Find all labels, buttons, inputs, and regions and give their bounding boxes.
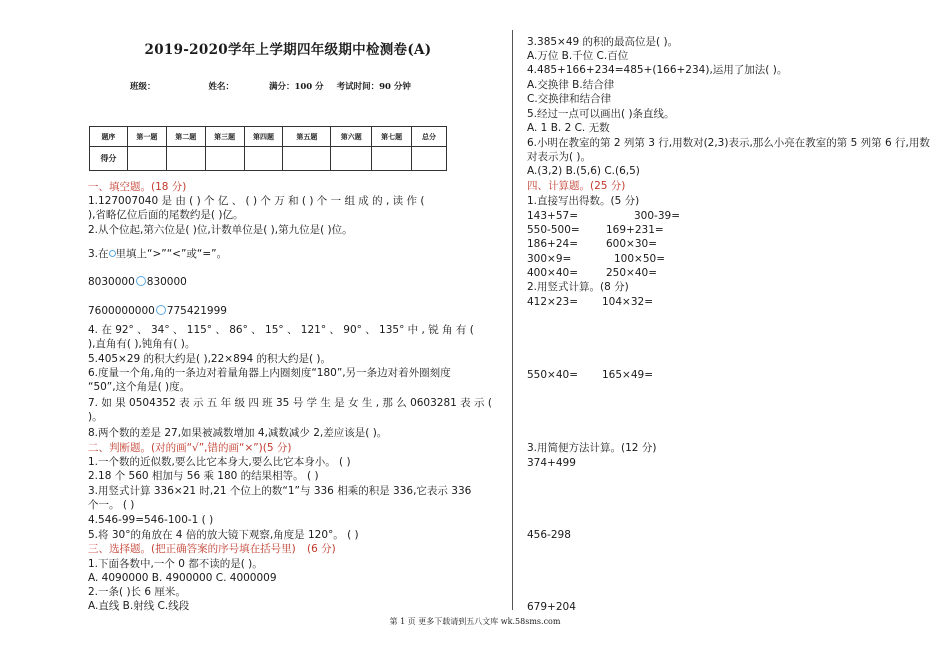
section3-q6-line2: 对表示为( )。 bbox=[527, 151, 592, 163]
section1-q4-line2: ),直角有( ),钝角有( )。 bbox=[88, 338, 196, 350]
section3-q4-options-2: C.交换律和结合律 bbox=[527, 93, 612, 105]
compare-circle[interactable] bbox=[156, 305, 166, 315]
score-cell[interactable] bbox=[412, 147, 447, 171]
calc-item: 550-500= bbox=[527, 224, 580, 236]
class-label: 班级： bbox=[130, 82, 156, 92]
column-divider bbox=[512, 30, 513, 610]
calc-item: 600×30= bbox=[606, 238, 657, 250]
circle-icon bbox=[109, 250, 116, 257]
section1-q3 bbox=[88, 248, 227, 261]
calc-item: 186+24= bbox=[527, 238, 578, 250]
section2-q1: 1.一个数的近似数,要么比它本身大,要么比它本身小。 ( ) bbox=[88, 456, 351, 468]
section3-heading bbox=[88, 543, 336, 556]
score-header: 第六题 bbox=[331, 127, 372, 147]
score-header: 第四题 bbox=[244, 127, 283, 147]
calc-item: 400×40= bbox=[527, 267, 578, 279]
calc-item: 143+57= bbox=[527, 210, 578, 222]
score-header: 第一题 bbox=[127, 127, 166, 147]
section3-q3: 3.385×49 的积的最高位是( )。 bbox=[527, 36, 679, 48]
section1-q2: 2.从个位起,第六位是( )位,计数单位是( ),第九位是( )位。 bbox=[88, 224, 353, 236]
section4-part1: 1.直接写出得数。(5 分) bbox=[527, 195, 640, 207]
score-cell[interactable] bbox=[244, 147, 283, 171]
simplify-calc-item: 374+499 bbox=[527, 457, 576, 469]
page-footer: 第 1 页 更多下载请到五八文库 wk.58sms.com bbox=[389, 617, 561, 626]
calc-item: 300-39= bbox=[634, 210, 680, 222]
section3-q4: 4.485+166+234=485+(166+234),运用了加法( )。 bbox=[527, 64, 788, 76]
section3-q2-options: A.直线 B.射线 C.线段 bbox=[88, 600, 190, 612]
section1-q1-line2: ),省略亿位后面的尾数约是( )亿。 bbox=[88, 209, 244, 221]
section3-heading-main: 三、选择题。(把正确答案的序号填在括号里) bbox=[88, 543, 296, 555]
score-cell[interactable] bbox=[283, 147, 331, 171]
section1-q4-line1: 4. 在 92° 、 34° 、 115° 、 86° 、 15° 、 121° 、 90° 、 135° 中 , 锐 角 有 ( bbox=[88, 324, 474, 336]
section4-part3: 3.用简便方法计算。(12 分) bbox=[527, 442, 657, 454]
exam-title: 2019-2020学年上学期四年级期中检测卷(A) bbox=[144, 42, 432, 58]
vertical-calc-item: 104×32= bbox=[602, 296, 653, 308]
vertical-calc-item: 550×40= bbox=[527, 369, 578, 381]
section4-heading: 四、计算题。(25 分) bbox=[527, 180, 626, 192]
exam-meta bbox=[130, 80, 421, 92]
name-label: 姓名： bbox=[208, 82, 234, 92]
section3-q1-options: A. 4090000 B. 4900000 C. 4000009 bbox=[88, 572, 277, 584]
compare-right: 775421999 bbox=[166, 305, 227, 317]
section2-q5: 5.将 30°的角放在 4 倍的放大镜下观察,角度是 120°。 ( ) bbox=[88, 529, 359, 541]
full-score-label: 满分：100 分 bbox=[268, 82, 324, 92]
compare-row-2 bbox=[88, 305, 227, 318]
compare-right: 830000 bbox=[146, 276, 187, 288]
calc-item: 100×50= bbox=[614, 253, 665, 265]
section2-heading: 二、判断题。(对的画“√”,错的画“×”)(5 分) bbox=[88, 442, 292, 454]
section1-heading: 一、填空题。(18 分) bbox=[88, 181, 187, 193]
section2-q4: 4.546-99=546-100-1 ( ) bbox=[88, 514, 214, 526]
section1-q3-prefix: 3.在 bbox=[88, 248, 109, 260]
section3-q2: 2.一条( )长 6 厘米。 bbox=[88, 586, 186, 598]
score-row-label: 得分 bbox=[90, 147, 128, 171]
section1-q8: 8.两个数的差是 27,如果被减数增加 4,减数减少 2,差应该是( )。 bbox=[88, 427, 388, 439]
section3-q6-line1: 6.小明在教室的第 2 列第 3 行,用数对(2,3)表示,那么小亮在教室的第 5 列第 6 行,用数 bbox=[527, 137, 930, 149]
score-table bbox=[89, 126, 447, 171]
score-header: 题序 bbox=[90, 127, 128, 147]
score-header: 第三题 bbox=[205, 127, 244, 147]
score-header: 第五题 bbox=[283, 127, 331, 147]
section1-q3-suffix: 里填上“>”“<”或“=”。 bbox=[115, 248, 228, 260]
score-header: 总分 bbox=[412, 127, 447, 147]
vertical-calc-item: 412×23= bbox=[527, 296, 578, 308]
compare-left: 8030000 bbox=[88, 276, 135, 288]
compare-circle[interactable] bbox=[136, 276, 146, 286]
exam-time-label: 考试时间：90 分钟 bbox=[336, 82, 411, 92]
section1-q7-line1: 7. 如 果 0504352 表 示 五 年 级 四 班 35 号 学 生 是 女 生 , 那 么 0603281 表 示 ( bbox=[88, 397, 492, 409]
section2-q3-line1: 3.用竖式计算 336×21 时,21 个位上的数“1”与 336 相乘的积是 336,它表示 336 bbox=[88, 485, 472, 497]
section3-heading-score: (6 分) bbox=[307, 543, 336, 555]
section1-q6-line1: 6.度量一个角,角的一条边对着量角器上内圈刻度“180”,另一条边对着外圈刻度 bbox=[88, 367, 451, 379]
section3-q5: 5.经过一点可以画出( )条直线。 bbox=[527, 108, 675, 120]
section1-q5: 5.405×29 的积大约是( ),22×894 的积大约是( )。 bbox=[88, 353, 331, 365]
calc-item: 169+231= bbox=[606, 224, 664, 236]
calc-item: 250×40= bbox=[606, 267, 657, 279]
compare-left: 7600000000 bbox=[88, 305, 155, 317]
compare-row-1 bbox=[88, 276, 187, 289]
score-header: 第二题 bbox=[166, 127, 205, 147]
section4-part2: 2.用竖式计算。(8 分) bbox=[527, 281, 629, 293]
section3-q1: 1.下面各数中,一个 0 都不读的是( )。 bbox=[88, 558, 263, 570]
calc-row bbox=[527, 210, 578, 223]
score-header: 第七题 bbox=[372, 127, 412, 147]
calc-item: 300×9= bbox=[527, 253, 572, 265]
simplify-calc-item: 679+204 bbox=[527, 601, 576, 613]
section2-q2: 2.18 个 560 相加与 56 乘 180 的结果相等。 ( ) bbox=[88, 470, 319, 482]
simplify-calc-item: 456-298 bbox=[527, 529, 571, 541]
score-cell[interactable] bbox=[372, 147, 412, 171]
score-cell[interactable] bbox=[205, 147, 244, 171]
score-cell[interactable] bbox=[166, 147, 205, 171]
section3-q3-options: A.万位 B.千位 C.百位 bbox=[527, 50, 629, 62]
section2-q3-line2: 个一。 ( ) bbox=[88, 499, 135, 511]
score-cell[interactable] bbox=[331, 147, 372, 171]
section3-q6-options: A.(3,2) B.(5,6) C.(6,5) bbox=[527, 165, 640, 177]
section3-q5-options: A. 1 B. 2 C. 无数 bbox=[527, 122, 610, 134]
section1-q6-line2: “50”,这个角是( )度。 bbox=[88, 381, 191, 393]
vertical-calc-item: 165×49= bbox=[602, 369, 653, 381]
section3-q4-options-1: A.交换律 B.结合律 bbox=[527, 79, 615, 91]
score-cell[interactable] bbox=[127, 147, 166, 171]
section1-q1-line1: 1.127007040 是 由 ( ) 个 亿 、 ( ) 个 万 和 ( ) 个 一 组 成 的 , 读 作 ( bbox=[88, 195, 425, 207]
section1-q7-line2: )。 bbox=[88, 411, 103, 423]
